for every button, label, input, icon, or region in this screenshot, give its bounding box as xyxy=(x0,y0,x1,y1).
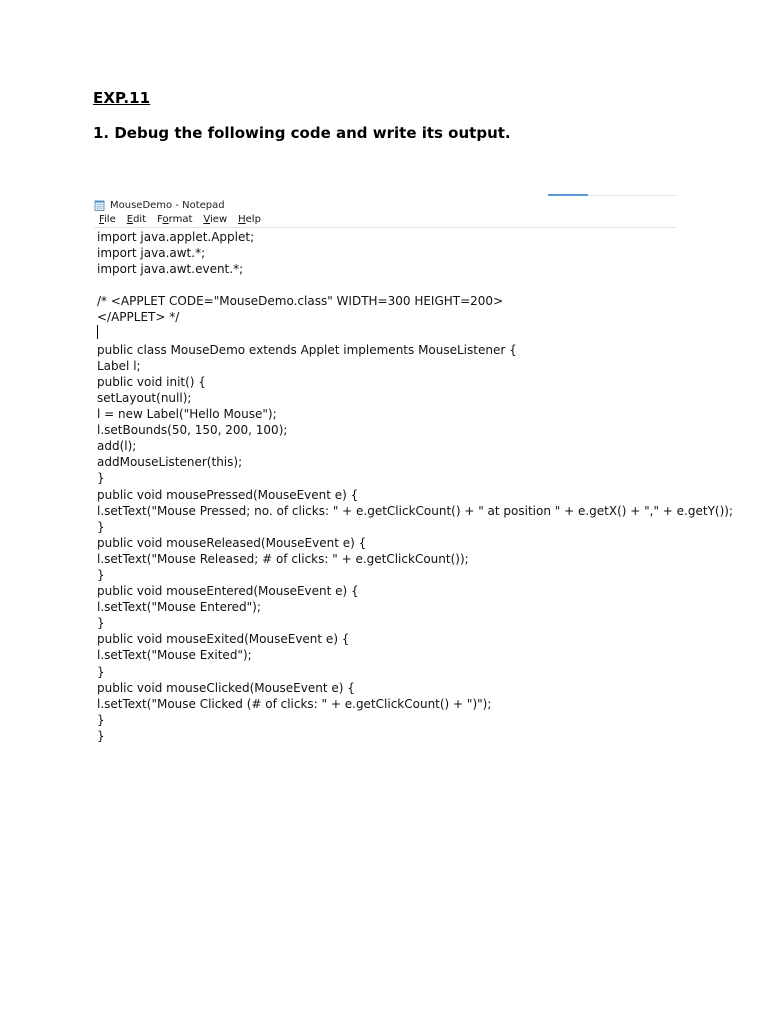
code-line: } xyxy=(97,471,105,486)
accent-line xyxy=(548,194,588,196)
code-line: add(l); xyxy=(97,439,137,454)
code-line: } xyxy=(97,616,105,631)
code-line xyxy=(97,326,733,342)
code-line: setLayout(null); xyxy=(97,390,192,405)
code-line: } xyxy=(97,664,105,679)
code-line: } xyxy=(97,712,105,727)
window-title: MouseDemo - Notepad xyxy=(110,199,225,211)
experiment-heading: EXP.11 xyxy=(93,89,151,107)
code-line: Label l; xyxy=(97,358,141,373)
notepad-screenshot xyxy=(94,190,733,750)
code-line: l = new Label("Hello Mouse"); xyxy=(97,407,277,422)
code-line: l.setText("Mouse Pressed; no. of clicks: " + e.getClickCount() + " at position " + e.getX() + "," + e.getY()); xyxy=(97,503,733,518)
code-line: public void mouseReleased(MouseEvent e) { xyxy=(97,535,367,550)
code-line: </APPLET> */ xyxy=(97,310,180,325)
code-line: import java.awt.event.*; xyxy=(97,262,244,277)
code-line: l.setBounds(50, 150, 200, 100); xyxy=(97,423,288,438)
code-line: addMouseListener(this); xyxy=(97,455,243,470)
code-line xyxy=(97,277,733,293)
code-line: public void mouseEntered(MouseEvent e) { xyxy=(97,584,359,599)
menu-help[interactable]: Help xyxy=(238,214,261,225)
code-line: public void mouseClicked(MouseEvent e) { xyxy=(97,680,355,695)
code-line: public void mouseExited(MouseEvent e) { xyxy=(97,632,350,647)
code-line: /* <APPLET CODE="MouseDemo.class" WIDTH=300 HEIGHT=200> xyxy=(97,294,504,309)
code-line: public class MouseDemo extends Applet implements MouseListener { xyxy=(97,342,517,357)
menu-edit[interactable]: Edit xyxy=(126,214,147,225)
code-line: public void init() { xyxy=(97,374,206,389)
code-line: } xyxy=(97,567,105,582)
code-line: l.setText("Mouse Exited"); xyxy=(97,648,252,663)
menu-divider xyxy=(94,227,676,228)
code-line: l.setText("Mouse Clicked (# of clicks: " + e.getClickCount() + ")"); xyxy=(97,696,492,711)
notepad-titlebar xyxy=(94,197,225,213)
menu-view[interactable]: View xyxy=(203,214,228,225)
code-line: } xyxy=(97,519,105,534)
menu-bar xyxy=(99,214,272,228)
menu-format[interactable]: Format xyxy=(157,214,193,225)
menu-file[interactable]: File xyxy=(99,214,116,225)
code-line: } xyxy=(97,728,105,743)
text-caret xyxy=(97,325,98,339)
code-line: import java.awt.*; xyxy=(97,246,206,261)
code-line: l.setText("Mouse Released; # of clicks: " + e.getClickCount()); xyxy=(97,551,469,566)
code-line: import java.applet.Applet; xyxy=(97,230,255,244)
code-editor[interactable] xyxy=(97,229,733,744)
notepad-icon xyxy=(94,200,105,211)
code-line: public void mousePressed(MouseEvent e) { xyxy=(97,487,359,502)
question-text: 1. Debug the following code and write its output. xyxy=(93,124,511,142)
code-line: l.setText("Mouse Entered"); xyxy=(97,600,261,615)
